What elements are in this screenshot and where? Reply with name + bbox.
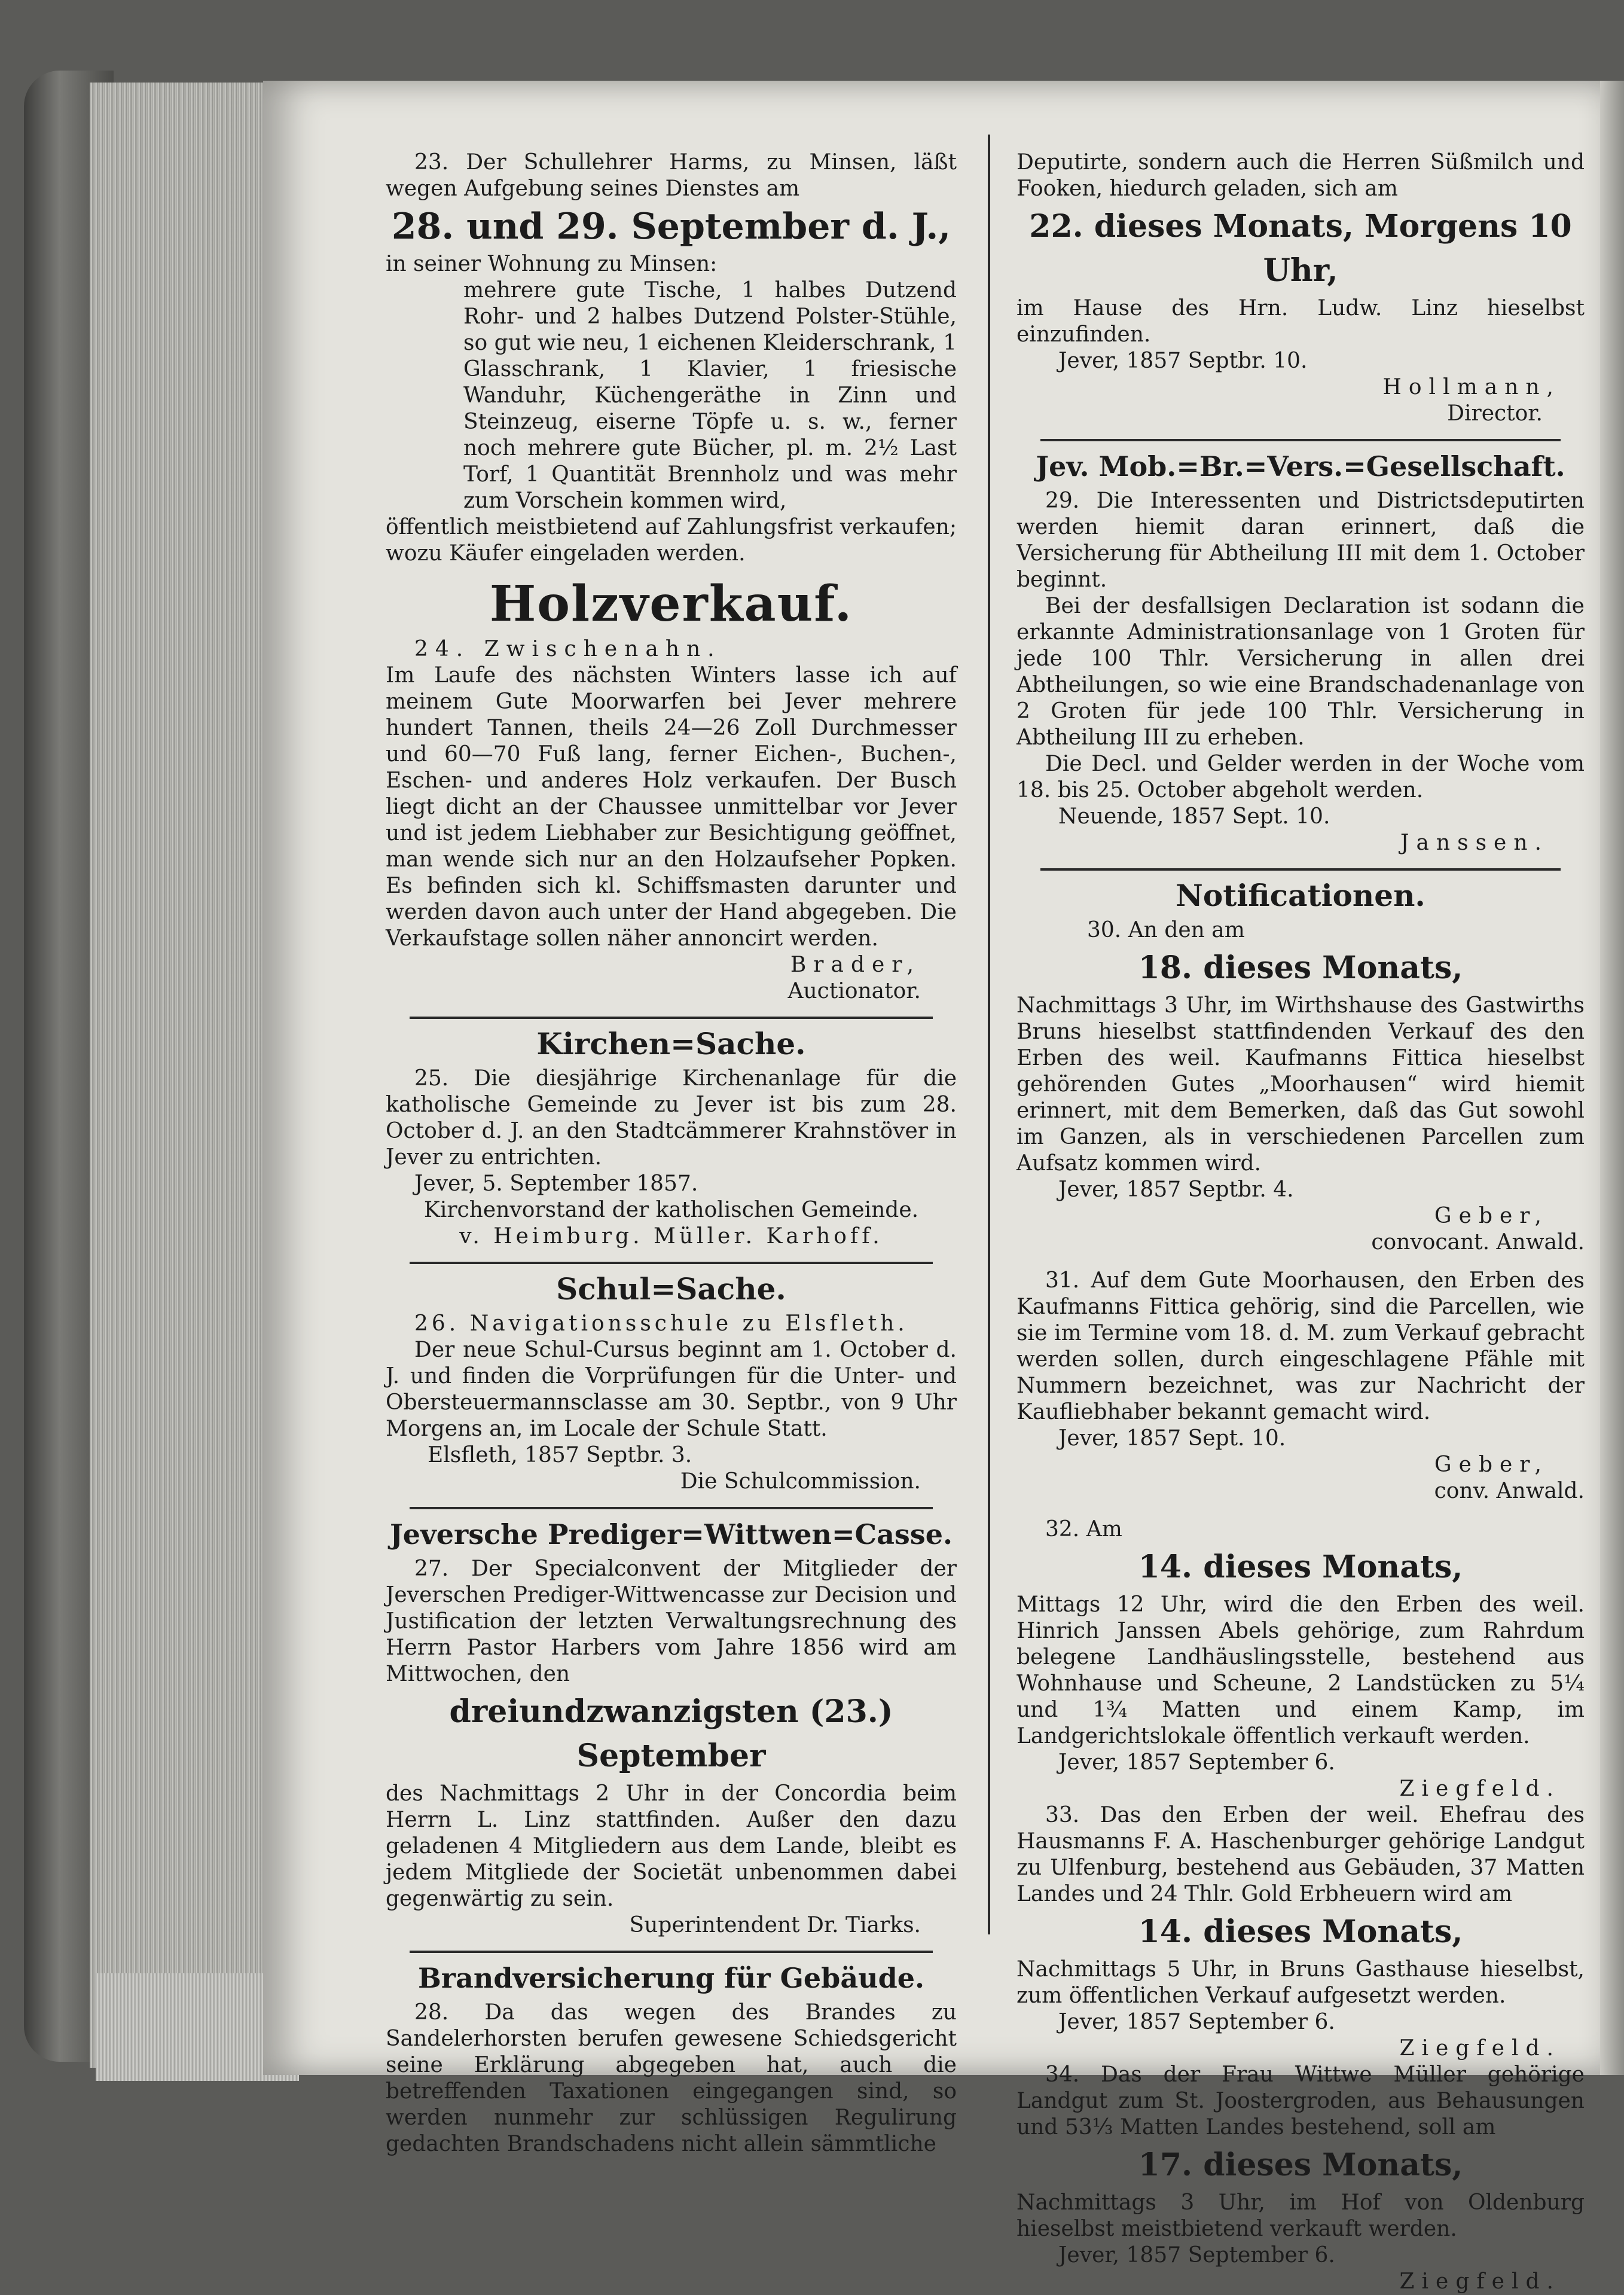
schul-sache-title: Schul=Sache. (556, 1271, 786, 1307)
notice-34-date: 17. dieses Monats, (1138, 2147, 1463, 2183)
notice-26-text: Der neue Schul-Cursus beginnt am 1. October d. J. und finden die Vorprüfungen für die Unter- und Obersteuermannsclasse am 30. Septbr., von 9 Uhr Morgens an, im Locale der Schule Statt. (386, 1338, 957, 1441)
notice-25-text: 25. Die diesjährige Kirchenanlage für die katholische Gemeinde zu Jever ist bis zum 28. October d. J. an den Stadtcämmerer Krahnstöver in Jever zu entrichten. (386, 1066, 957, 1170)
notice-24-place: 24. Zwischenahn. (414, 637, 722, 661)
notice-26-signature: Die Schulcommission. (680, 1469, 921, 1494)
notice-28-where: im Hause des Hrn. Ludw. Linz hieselbst einzufinden. (1016, 296, 1585, 347)
notice-33-text: 33. Das den Erben der weil. Ehefrau des Hausmanns F. A. Haschenburger gehörige Landgut zu Ulfenburg, bestehend aus Gebäuden, 37 Matten Landes und 24 Thlr. Gold Erbheuern wird am (1016, 1803, 1585, 1906)
notice-23-intro: 23. Der Schullehrer Harms, zu Minsen, läßt wegen Aufgebung seines Dienstes am (386, 150, 957, 201)
section-rule (410, 1507, 933, 1509)
notice-31-date: Jever, 1857 Sept. 10. (1058, 1426, 1286, 1451)
page-edges (90, 83, 293, 2068)
notice-30-text: Nachmittags 3 Uhr, im Wirthshause des Gastwirths Bruns hieselbst stattfindenden Verkauf des den Erben des weil. Kaufmanns Fittica hieselbst gehörenden Gutes „Moorhausen“ wird hiemit erinnert, mit dem Bemerken, daß das Gut sowohl im Ganzen, als in verschiedenen Parcellen zum Aufsatz kommen wird. (1016, 993, 1585, 1176)
notice-23-items: mehrere gute Tische, 1 halbes Dutzend Rohr- und 2 halbes Dutzend Polster-Stühle, so gut wie neu, 1 eichenen Kleiderschrank, 1 Glasschrank, 1 Klavier, 1 friesische Wanduhr, Küchengeräthe in Zinn und Steinzeug, eiserne Töpfe u. s. w., ferner noch mehrere gute Bücher, pl. m. 2½ Last Torf, 1 Quantität Brennholz und was mehr zum Vorschein kommen wird, (463, 278, 957, 513)
witwen-casse-title: Jeversche Prediger=Wittwen=Casse. (389, 1518, 953, 1551)
notice-28-signature: Hollmann, (1382, 375, 1561, 399)
section-rule (410, 1262, 933, 1264)
notice-26-place: 26. Navigationsschule zu Elsfleth. (414, 1311, 908, 1336)
notice-30-date: 18. dieses Monats, (1138, 950, 1463, 986)
notice-28-date: 22. dieses Monats, Morgens 10 Uhr, (1029, 208, 1572, 289)
mobiliar-versicherung-title: Jev. Mob.=Br.=Vers.=Gesellschaft. (1036, 450, 1565, 483)
notice-29-text2: Bei der desfallsigen Declaration ist sodann die erkannte Administrationsanlage von 1 Groten für jede 100 Thlr. Versicherung in allen drei Abtheilungen, so wie eine Brandschadenanlage von 2 Groten für jede 100 Thlr. Versicherung in Abtheilung III zu erheben. (1016, 594, 1585, 750)
notice-25-signature: Kirchenvorstand der katholischen Gemeinde. (423, 1198, 919, 1222)
notice-28-signature-title: Director. (1447, 401, 1543, 426)
brandversicherung-title: Brandversicherung für Gebäude. (417, 1962, 925, 1994)
notice-28-text: 28. Da das wegen des Brandes zu Sandelerhorsten berufen gewesene Schiedsgericht seine Erklärung abgegeben hat, auch die betreffenden Taxationen eingegangen sind, so werden nunmehr zur schlüssigen Regulirung gedachten Brandschadens nicht allein sämmtliche (386, 2000, 957, 2156)
notice-23-date: 28. und 29. September d. J., (391, 206, 951, 248)
notice-24-signature-title: Auctionator. (787, 979, 921, 1003)
section-rule (1040, 868, 1561, 871)
notice-34-text: 34. Das der Frau Wittwe Müller gehörige Landgut zum St. Joostergroden, aus Behausungen und 53⅓ Matten Landes bestehend, soll am (1016, 2062, 1585, 2140)
notice-27-signature: Superintendent Dr. Tiarks. (629, 1913, 921, 1937)
notice-24-signature: Brader, (790, 953, 921, 977)
notice-30-signature-title: convocant. Anwald. (1371, 1230, 1585, 1255)
notice-23-where: in seiner Wohnung zu Minsen: (386, 252, 718, 276)
notice-34-signature: Ziegfeld. (1399, 2269, 1561, 2294)
section-rule (1040, 439, 1561, 441)
notice-27-text: 27. Der Specialconvent der Mitglieder der Jeverschen Prediger-Wittwencasse zur Decision und Justification der letzten Verwaltungsrechnung des Herrn Pastor Harbers vom Jahre 1856 wird am Mittwochen, den (386, 1557, 957, 1686)
notice-27-date: dreiundzwanzigsten (23.) September (449, 1693, 893, 1774)
notice-33-date: 14. dieses Monats, (1138, 1913, 1463, 1950)
section-rule (410, 1017, 933, 1019)
notice-32-intro: 32. Am (1045, 1517, 1122, 1542)
right-column (1016, 149, 1585, 2295)
notice-26-date: Elsfleth, 1857 Septbr. 3. (428, 1443, 692, 1467)
page-right-edge (1600, 81, 1624, 2075)
notice-30-intro: 30. An den am (1087, 918, 1245, 942)
column-divider (988, 135, 990, 1934)
notice-24-text: Im Laufe des nächsten Winters lasse ich auf meinem Gute Moorwarfen bei Jever mehrere hundert Tannen, theils 24—26 Zoll Durchmesser und 60—70 Fuß lang, ferner Eichen-, Buchen-, Eschen- und anderes Holz verkaufen. Der Busch liegt dicht an der Chaussee unmittelbar vor Jever und ist jedem Liebhaber zur Besichtigung geöffnet, man wende sich nur an den Holzaufseher Popken. Es befinden sich kl. Schiffsmasten darunter und werden davon auch unter der Hand abgegeben. Die Verkaufstage sollen näher annoncirt werden. (386, 663, 957, 951)
notice-31-text: 31. Auf dem Gute Moorhausen, den Erben des Kaufmanns Fittica gehörig, sind die Parcellen, wie sie im Termine vom 18. d. M. zum Verkauf gebracht werden sollen, durch eingeschlagene Pfähle mit Nummern bezeichnet, was zur Nachricht der Kaufliebhaber bekannt gemacht wird. (1016, 1268, 1585, 1424)
notice-29-text: 29. Die Interessenten und Districtsdeputirten werden hiemit daran erinnert, daß die Versicherung für Abtheilung III mit dem 1. October beginnt. (1016, 489, 1585, 592)
notice-32-date: 14. dieses Monats, (1138, 1549, 1463, 1585)
notice-28-place-date: Jever, 1857 Septbr. 10. (1058, 349, 1308, 373)
notice-33-signature: Ziegfeld. (1399, 2036, 1561, 2061)
notice-31-signature-title: conv. Anwald. (1434, 1479, 1585, 1503)
notice-34-place-date: Jever, 1857 September 6. (1058, 2243, 1335, 2267)
notice-25-signers: v. Heimburg. Müller. Karhoff. (459, 1224, 883, 1249)
notice-34-text2: Nachmittags 3 Uhr, im Hof von Oldenburg hieselbst meistbietend verkauft werden. (1016, 2190, 1585, 2241)
left-column (386, 149, 957, 2157)
notice-30-place-date: Jever, 1857 Septbr. 4. (1058, 1177, 1294, 1202)
notice-32-place-date: Jever, 1857 September 6. (1058, 1750, 1335, 1775)
notice-32-text: Mittags 12 Uhr, wird die den Erben des weil. Hinrich Janssen Abels gehörige, zum Rahrdum belegene Landhäuslingsstelle, bestehend aus Wohnhause und Scheune, 2 Landstücken zu 5¼ und 1¾ Matten und einem Kamp, im Landgerichtslokale öffentlich verkauft werden. (1016, 1592, 1585, 1748)
notice-29-signature: Janssen. (1400, 831, 1549, 855)
notice-29-text3: Die Decl. und Gelder werden in der Woche vom 18. bis 25. October abgeholt werden. (1016, 752, 1585, 802)
holzverkauf-title: Holzverkauf. (489, 575, 853, 633)
notice-31-signature: Geber, (1434, 1452, 1549, 1477)
notice-29-date: Neuende, 1857 Sept. 10. (1058, 804, 1330, 829)
notice-33-text2: Nachmittags 5 Uhr, in Bruns Gasthause hieselbst, zum öffentlichen Verkauf aufgesetzt werden. (1016, 1957, 1585, 2008)
notice-27-text2: des Nachmittags 2 Uhr in der Concordia beim Herrn L. Linz stattfinden. Außer den dazu geladenen 4 Mitgliedern aus dem Lande, bleibt es jedem Mitgliede der Societät unbenommen dabei gegenwärtig zu sein. (386, 1781, 957, 1911)
notificationen-title: Notificationen. (1176, 878, 1425, 913)
kirchen-sache-title: Kirchen=Sache. (536, 1026, 806, 1061)
notice-32-signature: Ziegfeld. (1399, 1777, 1561, 1801)
notice-25-date: Jever, 5. September 1857. (414, 1171, 698, 1196)
notice-30-signature: Geber, (1434, 1204, 1549, 1228)
notice-33-place-date: Jever, 1857 September 6. (1058, 2010, 1335, 2034)
section-rule (410, 1951, 933, 1953)
notice-28-continued: Deputirte, sondern auch die Herren Süßmilch und Fooken, hiedurch geladen, sich am (1016, 150, 1585, 201)
notice-23-end: öffentlich meistbietend auf Zahlungsfrist verkaufen; wozu Käufer eingeladen werden. (386, 515, 957, 566)
